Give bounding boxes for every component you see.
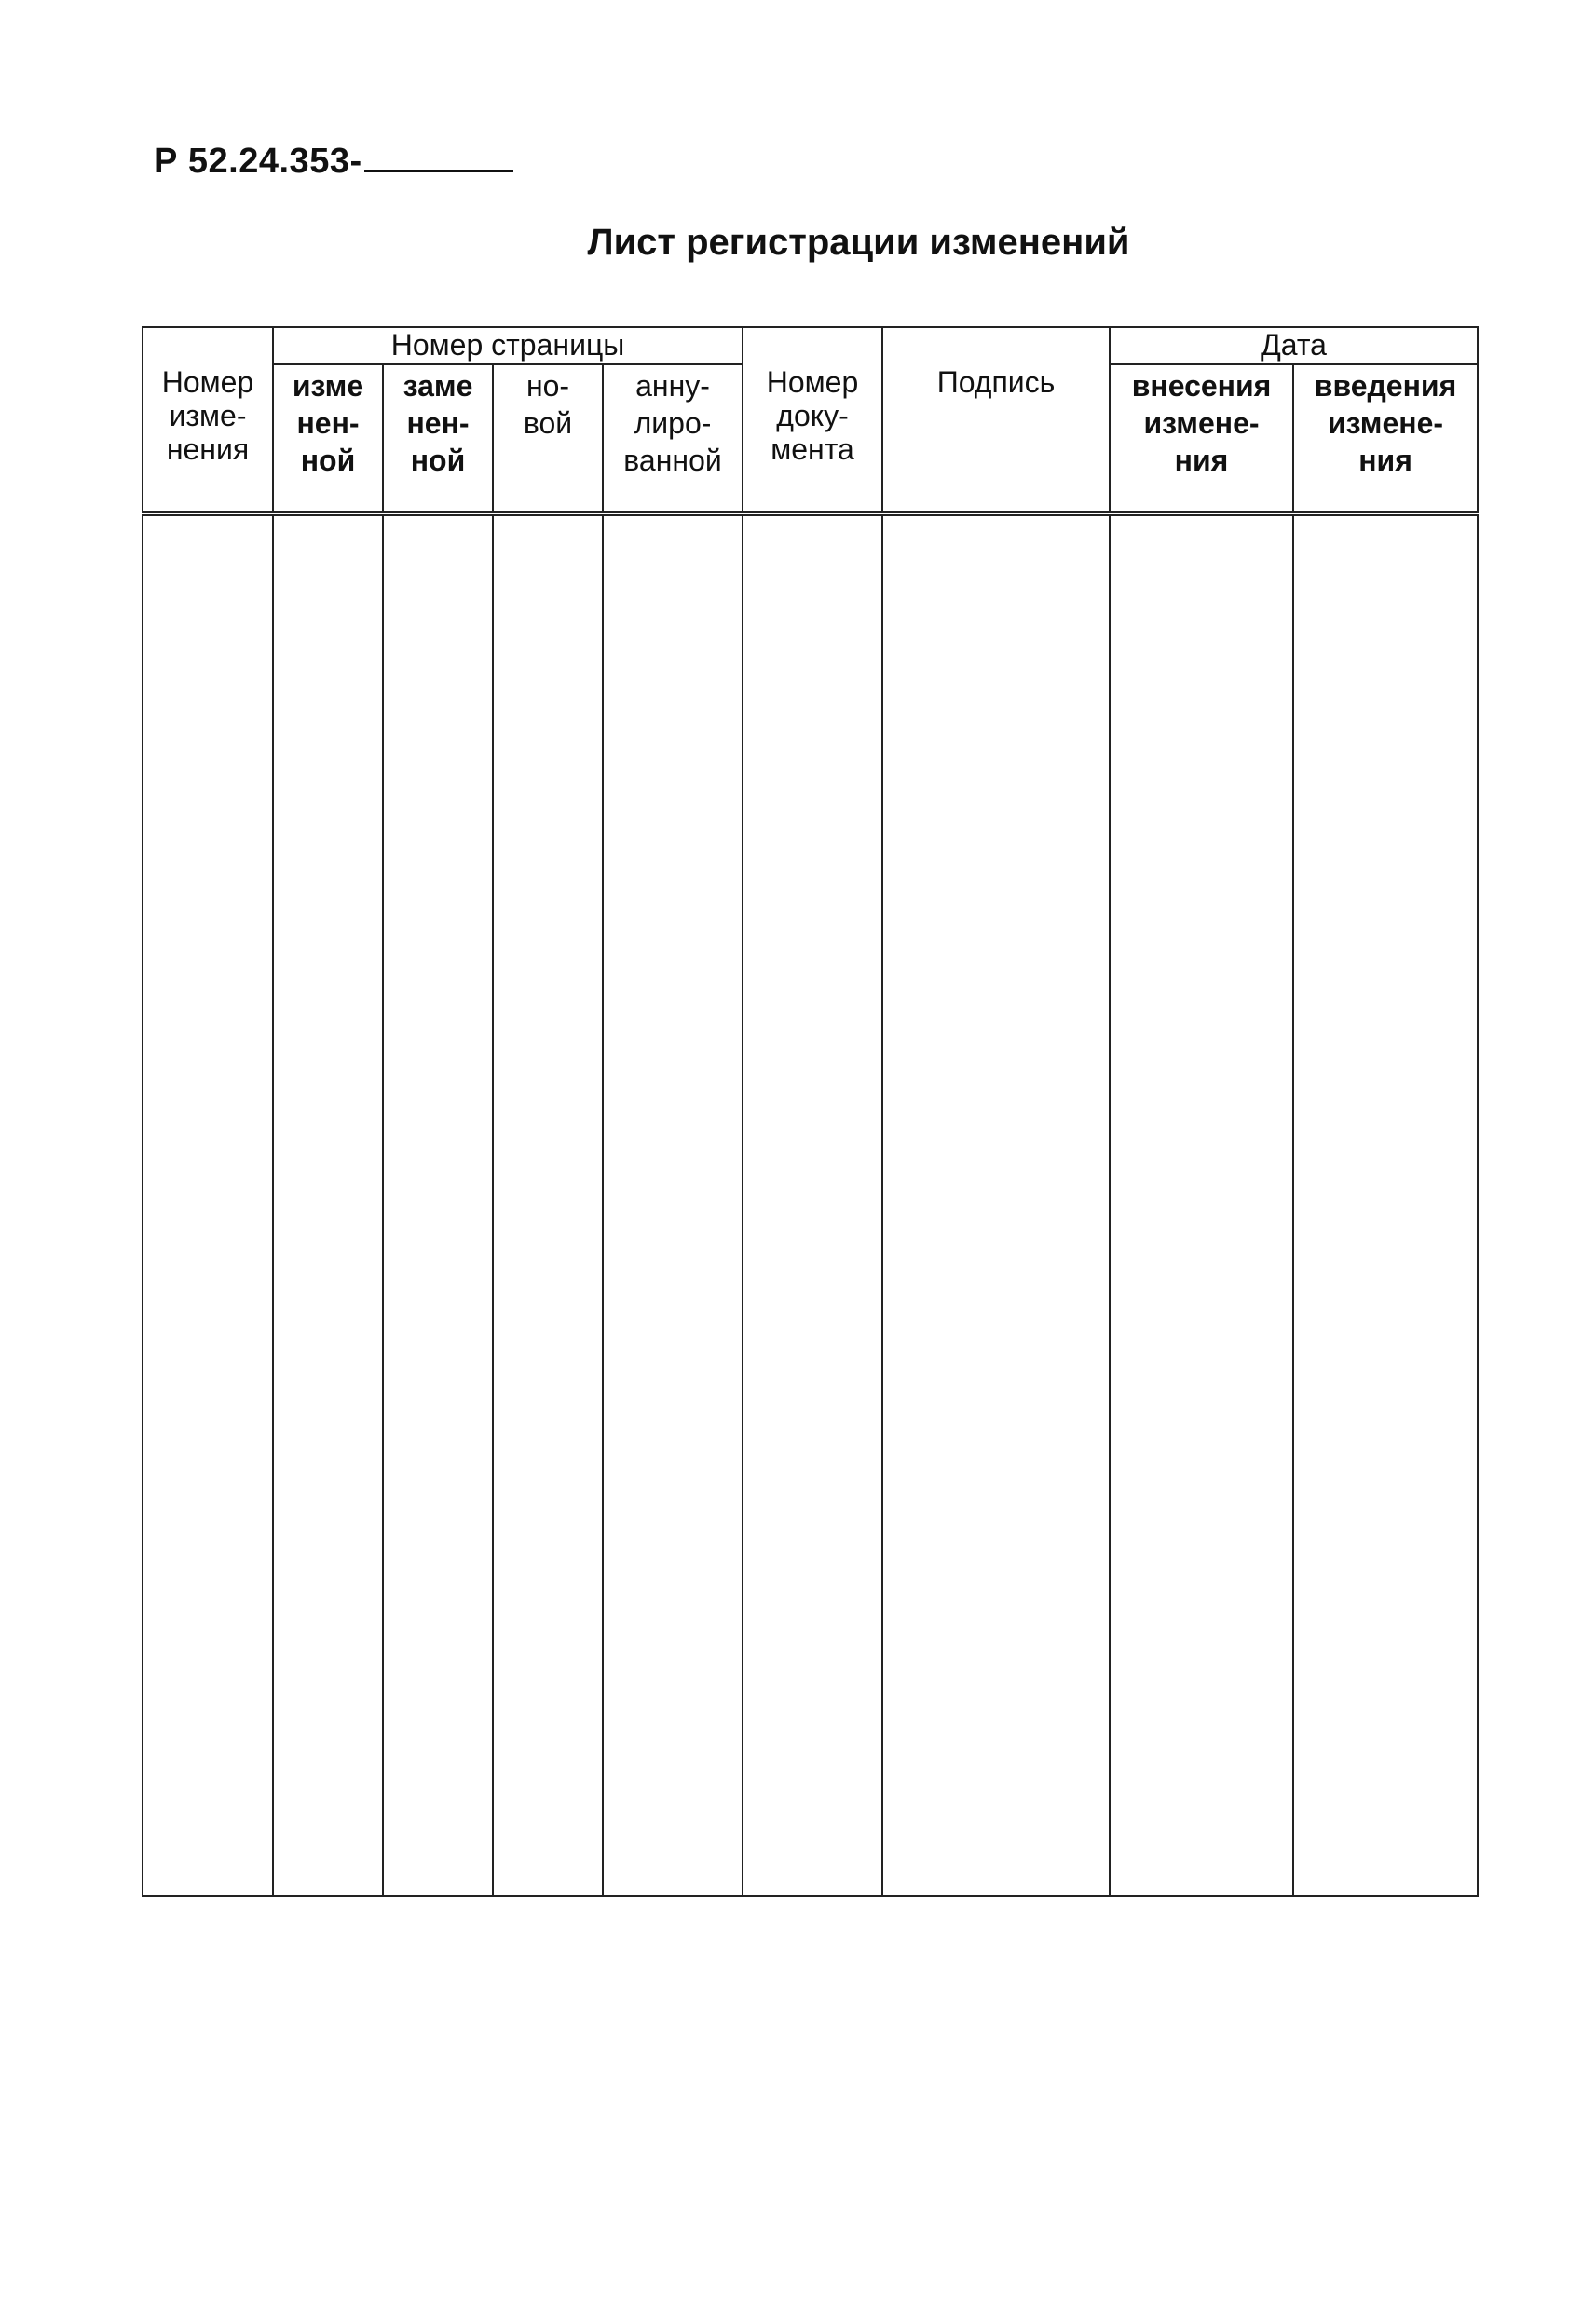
header-replaced-page-line-1: заме: [402, 369, 473, 403]
header-annulled-page-line-2: лиро-: [634, 406, 712, 440]
header-change-number: [143, 327, 273, 513]
cell-new-page: [493, 513, 603, 1896]
cell-signature: [882, 513, 1110, 1896]
cell-date-introduction: [1293, 513, 1478, 1896]
header-replaced-page-line-2: нен-: [406, 406, 470, 440]
document-code-text: Р 52.24.353-: [154, 142, 362, 181]
header-document-number-line-2: доку-: [776, 399, 849, 432]
header-new-page: [493, 364, 603, 513]
header-changed-page-line-3: ной: [300, 444, 356, 477]
header-change-number-line-3: нения: [166, 432, 250, 466]
header-document-number-line-1: Номер: [766, 365, 859, 399]
cell-annulled-page: [603, 513, 743, 1896]
header-changed-page-line-1: изме: [292, 369, 364, 403]
change-registration-table: [142, 326, 1479, 1897]
header-date-introduction-line-1: введения: [1314, 369, 1457, 403]
header-replaced-page-line-3: ной: [410, 444, 466, 477]
header-annulled-page-line-1: анну-: [635, 369, 710, 403]
table-row: [143, 513, 1478, 1896]
header-signature: [882, 327, 1110, 513]
header-date-entry-line-1: внесения: [1131, 369, 1272, 403]
header-changed-page-line-2: нен-: [296, 406, 360, 440]
header-date-entry: [1110, 364, 1293, 513]
header-change-number-line-1: Номер: [161, 365, 254, 399]
header-date-introduction: [1293, 364, 1478, 513]
header-date-entry-line-3: ния: [1174, 444, 1229, 477]
header-new-page-line-2: вой: [523, 406, 573, 440]
header-new-page-line-1: но-: [525, 369, 570, 403]
header-document-number-line-3: мента: [771, 432, 854, 466]
cell-date-entry: [1110, 513, 1293, 1896]
header-changed-page: [273, 364, 383, 513]
cell-change-number: [143, 513, 273, 1896]
header-group-page-number: Номер страницы: [273, 327, 743, 364]
document-code: [154, 142, 513, 179]
header-group-date: Дата: [1110, 327, 1478, 364]
header-date-entry-line-2: измене-: [1143, 406, 1260, 440]
document-code-blank-line: [364, 142, 513, 172]
cell-document-number: [743, 513, 882, 1896]
header-document-number: [743, 327, 882, 513]
header-date-introduction-line-3: ния: [1358, 444, 1412, 477]
cell-changed-page: [273, 513, 383, 1896]
header-annulled-page: [603, 364, 743, 513]
header-replaced-page: [383, 364, 493, 513]
cell-replaced-page: [383, 513, 493, 1896]
page-title: Лист регистрации изменений: [587, 222, 1130, 263]
header-signature-line-1: Подпись: [936, 365, 1056, 399]
header-change-number-line-2: изме-: [169, 399, 247, 432]
header-annulled-page-line-3: ванной: [623, 444, 722, 477]
header-date-introduction-line-2: измене-: [1328, 406, 1444, 440]
